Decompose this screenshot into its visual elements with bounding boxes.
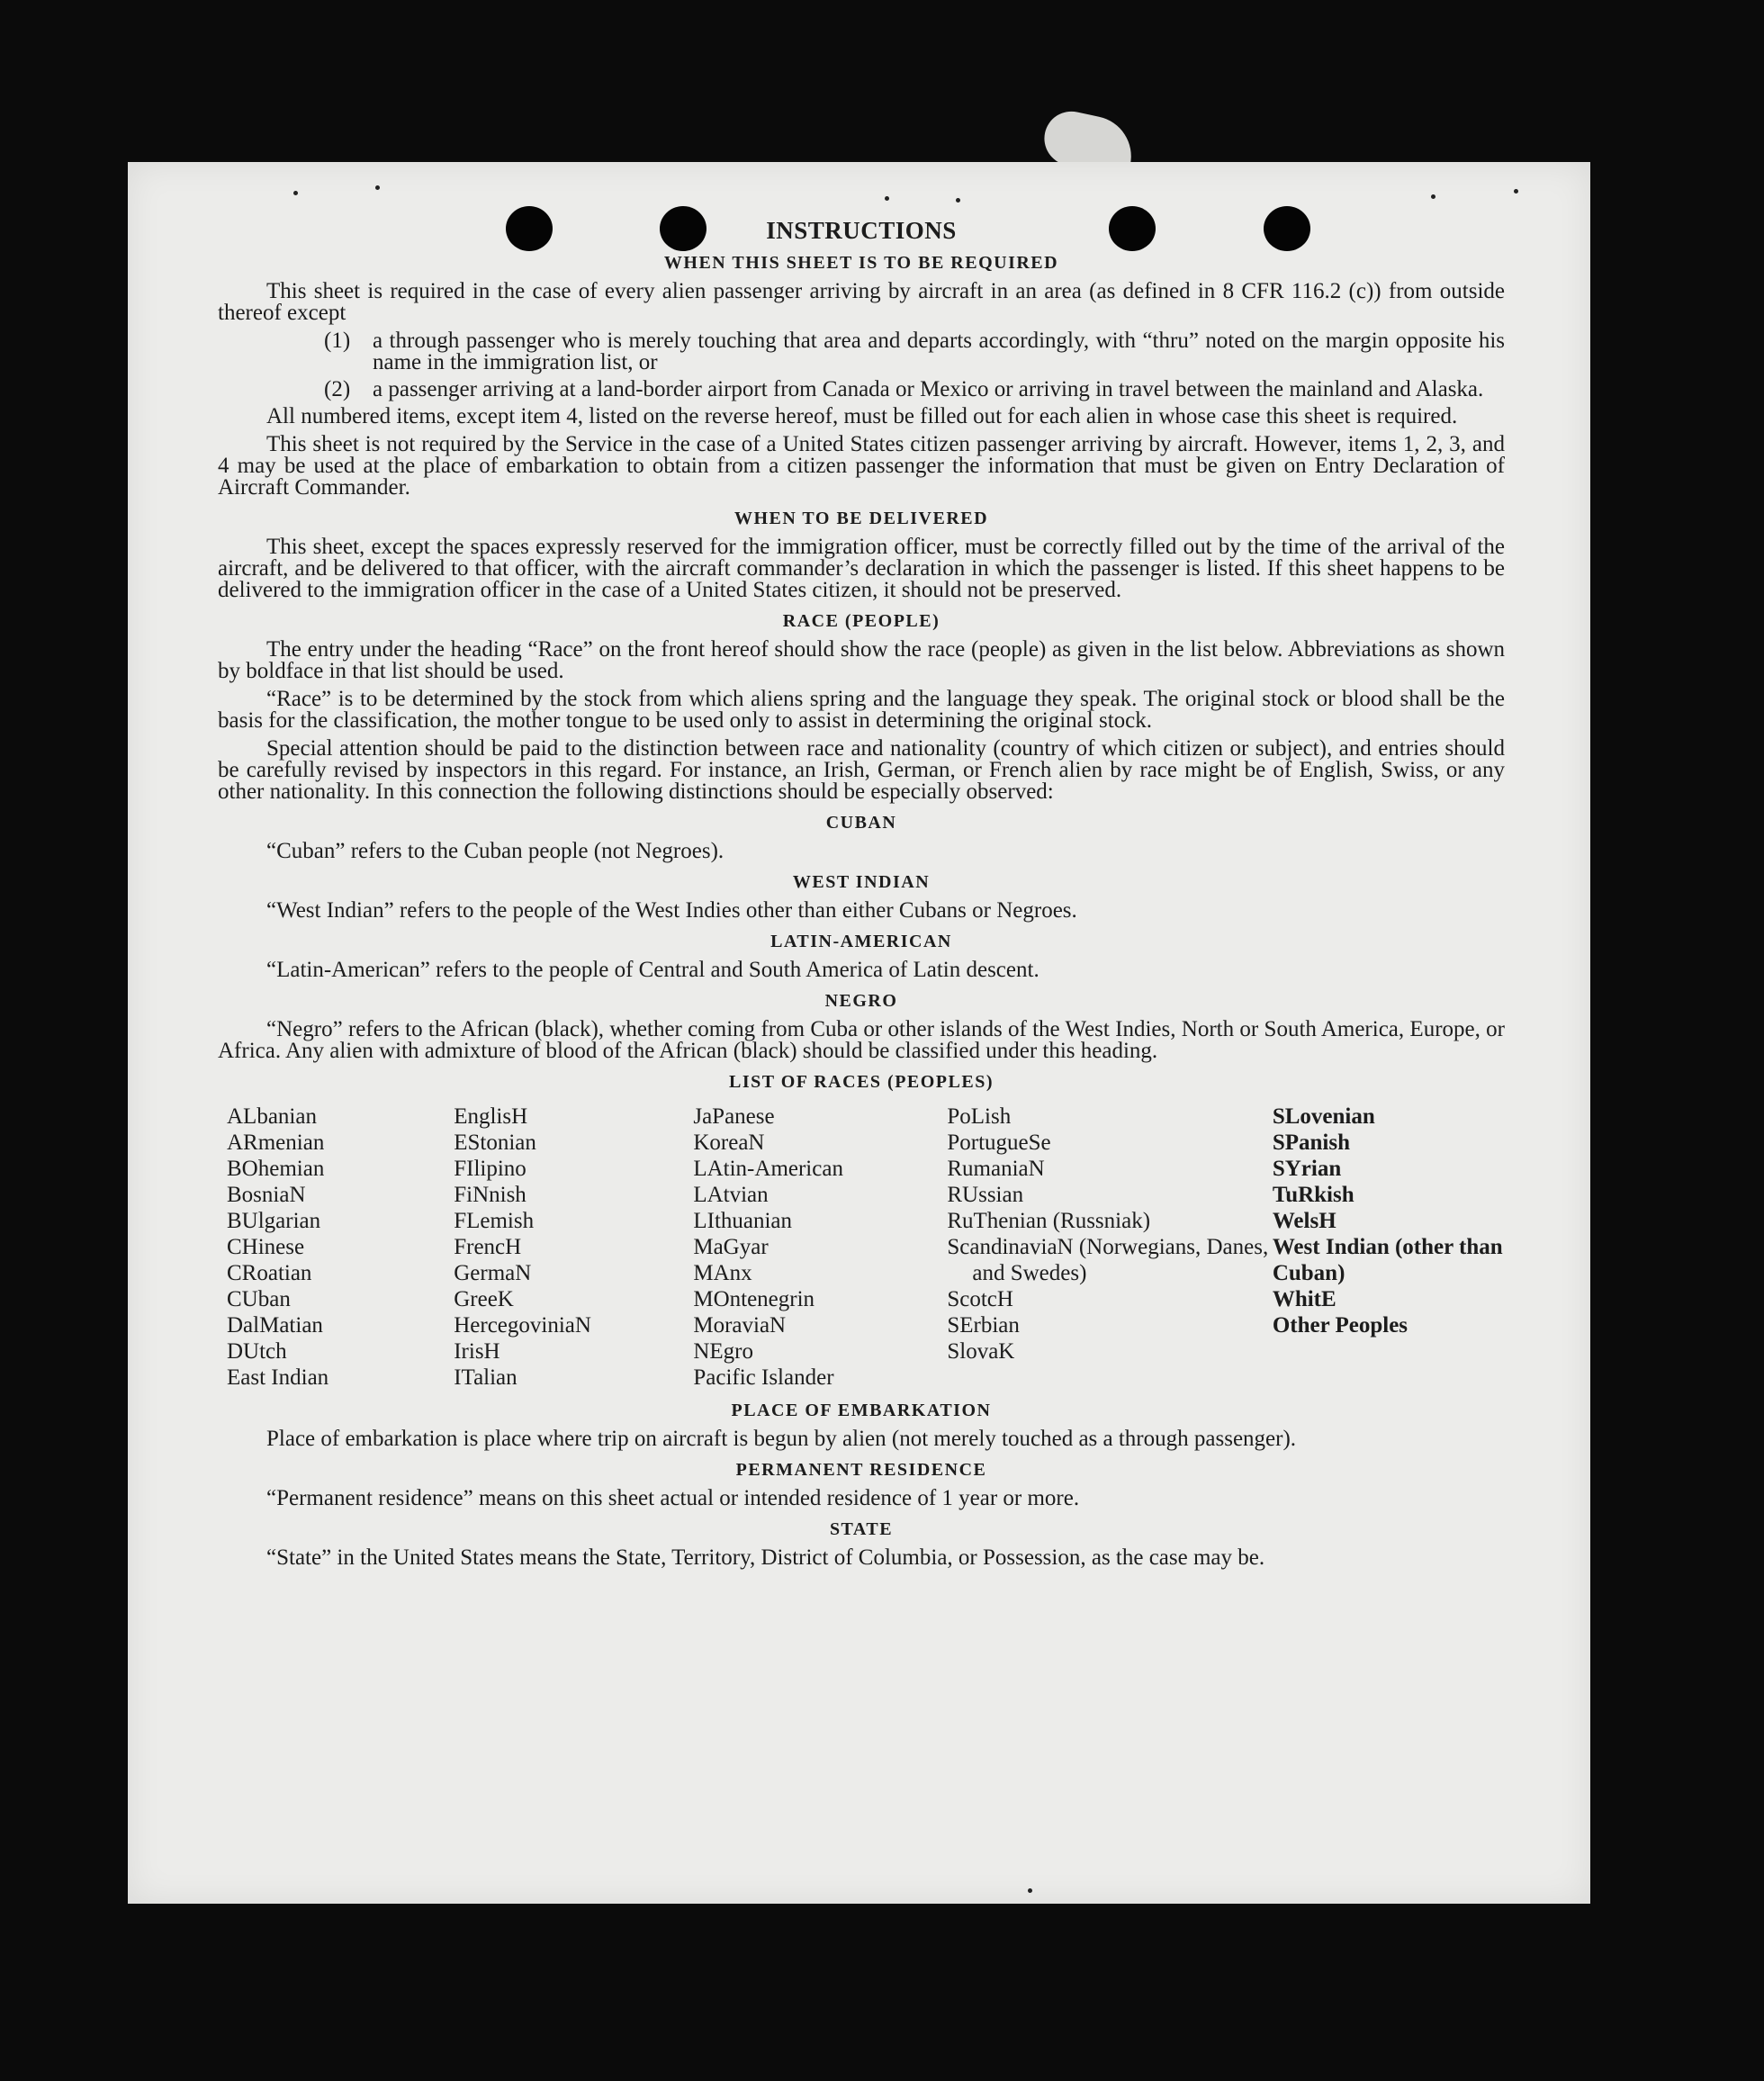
race-entry: HercegoviniaN [454, 1313, 591, 1338]
section-heading-latin-american: LATIN-AMERICAN [770, 932, 952, 951]
race-entry: TuRkish [1272, 1183, 1354, 1207]
section-heading-required: WHEN THIS SHEET IS TO BE REQUIRED [663, 253, 1059, 273]
page-title: INSTRUCTIONS [766, 217, 957, 244]
race-entry: DUtch [227, 1339, 287, 1364]
race-entry: LAtin-American [693, 1157, 843, 1181]
race-entry: GermaN [454, 1261, 532, 1285]
race-entry: GreeK [454, 1287, 514, 1311]
required-paragraph-2: All numbered items, except item 4, listed on the reverse hereof, must be filled out for each alien in whose case this sheet is required. [266, 404, 1458, 428]
race-entry: WelsH [1272, 1209, 1336, 1233]
race-entry: SLovenian [1272, 1104, 1375, 1129]
race-entry: EnglisH [454, 1104, 528, 1129]
race-entry: PortugueSe [947, 1131, 1051, 1155]
dust-speck [885, 196, 889, 201]
race-entry: LIthuanian [693, 1209, 793, 1233]
dust-speck [1431, 194, 1436, 199]
section-heading-state: STATE [829, 1519, 894, 1539]
section-heading-negro: NEGRO [824, 991, 898, 1011]
exception-text: a passenger arriving at a land-border airport from Canada or Mexico or arriving in travel between the mainland and Alaska. [373, 377, 1484, 401]
race-entry: RuThenian (Russniak) [947, 1209, 1151, 1233]
race-entry: CUban [227, 1287, 291, 1311]
section-heading-race: RACE (PEOPLE) [782, 611, 940, 631]
race-entry: MaGyar [693, 1235, 769, 1259]
races-column [454, 1104, 693, 1391]
required-paragraph-3: This sheet is not required by the Service in the case of a United States citizen passenger arriving by aircraft. However, items 1, 2, 3, and 4 may be used at the place of embarkation to obtain from a citizen passenger the information that must be given on Entry Declaration of Aircraft Commander. [218, 432, 1505, 500]
exception-number: (2) [324, 377, 351, 401]
section-heading-list-of-races: LIST OF RACES (PEOPLES) [728, 1072, 994, 1092]
race-entry: LAtvian [693, 1183, 769, 1207]
race-entry: FrencH [454, 1235, 522, 1259]
delivered-paragraph: This sheet, except the spaces expressly reserved for the immigration officer, must be correctly filled out by the time of the arrival of the aircraft, and be delivered to that officer, with the aircraft commander’s declaration in which the passenger is listed. If this sheet happens to be delivered to the immigration officer in the case of a United States citizen, it should not be preserved. [218, 535, 1505, 602]
race-paragraph-1: The entry under the heading “Race” on the front hereof should show the race (people) as given in the list below. Abbreviations as shown by boldface in that list should be used. [218, 637, 1505, 683]
race-entry: MoraviaN [693, 1313, 787, 1338]
exception-item [324, 330, 1505, 374]
races-column [1273, 1104, 1505, 1391]
race-entry: CRoatian [227, 1261, 312, 1285]
race-entry: FLemish [454, 1209, 535, 1233]
race-entry: BOhemian [227, 1157, 325, 1181]
race-entry: Other Peoples [1272, 1313, 1408, 1338]
race-entry: NEgro [693, 1339, 753, 1364]
instructions-content [218, 216, 1505, 1575]
race-entry: SlovaK [947, 1339, 1015, 1364]
race-entry: CHinese [227, 1235, 305, 1259]
dust-speck [956, 198, 960, 203]
races-column [947, 1104, 1272, 1391]
dust-speck [1514, 189, 1518, 194]
dust-speck [375, 185, 380, 190]
embarkation-paragraph: Place of embarkation is place where trip on aircraft is begun by alien (not merely touched as a through passenger). [266, 1427, 1297, 1451]
section-heading-delivered: WHEN TO BE DELIVERED [734, 509, 989, 528]
race-entry: FIlipino [454, 1157, 526, 1181]
race-entry: JaPanese [693, 1104, 775, 1129]
race-entry: ITalian [454, 1365, 518, 1390]
dust-speck [1028, 1888, 1032, 1893]
race-entry: SErbian [947, 1313, 1020, 1338]
exception-text: a through passenger who is merely touching that area and departs accordingly, with “thru” noted on the margin opposite his name in the immigration list, or [373, 329, 1505, 374]
race-entry: BUlgarian [227, 1209, 321, 1233]
section-heading-west-indian: WEST INDIAN [792, 872, 931, 892]
race-entry: DalMatian [227, 1313, 323, 1338]
section-heading-cuban: CUBAN [825, 813, 897, 833]
race-entry: SYrian [1272, 1157, 1342, 1181]
race-entry: WhitE [1272, 1287, 1336, 1311]
section-heading-embarkation: PLACE OF EMBARKATION [731, 1401, 992, 1420]
race-entry: ALbanian [227, 1104, 317, 1129]
races-list [227, 1104, 1505, 1391]
races-column [693, 1104, 947, 1391]
race-entry: ScotcH [947, 1287, 1013, 1311]
dust-speck [293, 191, 298, 195]
race-entry: RumaniaN [947, 1157, 1045, 1181]
race-entry: Pacific Islander [693, 1365, 834, 1390]
race-entry: ScandinaviaN (Norwegians, Danes, and Swedes) [947, 1235, 1269, 1285]
race-entry: West Indian (other than Cuban) [1272, 1235, 1503, 1285]
race-entry: SPanish [1272, 1131, 1350, 1155]
race-entry: RUssian [947, 1183, 1024, 1207]
race-paragraph-3: Special attention should be paid to the distinction between race and nationality (country of which citizen or subject), and entries should be carefully revised by inspectors in this regard. For instance, an Irish, German, or French alien by race might be of English, Swiss, or any other nationality. In this connection the following distinctions should be especially observed: [218, 736, 1505, 804]
race-entry: MAnx [693, 1261, 752, 1285]
cuban-paragraph: “Cuban” refers to the Cuban people (not Negroes). [266, 839, 724, 863]
west-indian-paragraph: “West Indian” refers to the people of the West Indies other than either Cubans or Negroes. [266, 898, 1077, 923]
section-heading-residence: PERMANENT RESIDENCE [735, 1460, 987, 1480]
race-entry: BosniaN [227, 1183, 306, 1207]
race-entry: ARmenian [227, 1131, 325, 1155]
race-entry: MOntenegrin [693, 1287, 815, 1311]
exception-item [324, 379, 1505, 401]
state-paragraph: “State” in the United States means the State, Territory, District of Columbia, or Possession, as the case may be. [266, 1545, 1265, 1570]
race-entry: IrisH [454, 1339, 500, 1364]
latin-american-paragraph: “Latin-American” refers to the people of Central and South America of Latin descent. [266, 958, 1040, 982]
residence-paragraph: “Permanent residence” means on this sheet actual or intended residence of 1 year or more. [266, 1486, 1080, 1510]
required-intro: This sheet is required in the case of every alien passenger arriving by aircraft in an area (as defined in 8 CFR 116.2 (c)) from outside thereof except [218, 279, 1505, 325]
races-column [227, 1104, 454, 1391]
race-paragraph-2: “Race” is to be determined by the stock from which aliens spring and the language they speak. The original stock or blood shall be the basis for the classification, the mother tongue to be used only to assist in determining the original stock. [218, 687, 1505, 733]
race-entry: FiNnish [454, 1183, 526, 1207]
negro-paragraph: “Negro” refers to the African (black), whether coming from Cuba or other islands of the West Indies, North or South America, Europe, or Africa. Any alien with admixture of blood of the African (black) should be classified under this heading. [218, 1017, 1505, 1063]
race-entry: East Indian [227, 1365, 329, 1390]
race-entry: KoreaN [693, 1131, 765, 1155]
race-entry: EStonian [454, 1131, 536, 1155]
exception-number: (1) [324, 329, 351, 353]
race-entry: PoLish [947, 1104, 1012, 1129]
